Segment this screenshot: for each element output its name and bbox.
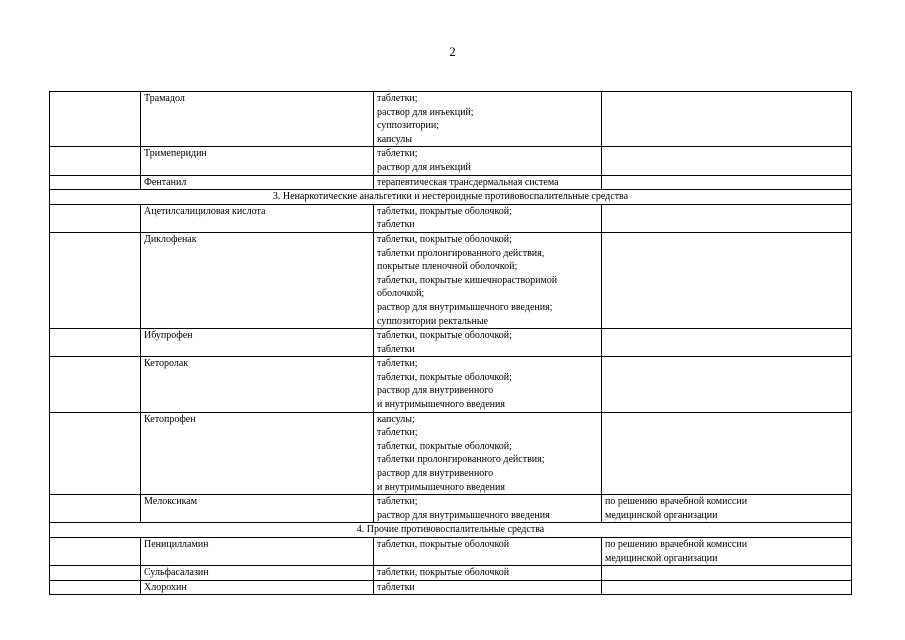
- dosage-forms: таблетки, покрытые оболочкой; таблетки пролонгированного действия, покрытые пленочной оболочкой; таблетки, покрытые кишечнорастворимой оболочкой; раствор для внутримышечного введения; суппозитории ректальные: [374, 232, 602, 328]
- dosage-forms: таблетки; раствор для внутримышечного введения: [374, 495, 602, 523]
- empty-cell: [50, 412, 141, 495]
- table-row: [50, 204, 852, 232]
- table-row: [50, 538, 852, 566]
- note: по решению врачебной комиссии медицинской организации: [602, 495, 852, 523]
- drug-name: Мелоксикам: [141, 495, 374, 523]
- note: [602, 566, 852, 581]
- dosage-forms: капсулы; таблетки; таблетки, покрытые оболочкой; таблетки пролонгированного действия; раствор для внутривенного и внутримышечного введения: [374, 412, 602, 495]
- table-row: [50, 92, 852, 147]
- table-row: [50, 175, 852, 190]
- dosage-forms: таблетки, покрытые оболочкой: [374, 538, 602, 566]
- drug-table: [49, 91, 852, 595]
- table-row: [50, 566, 852, 581]
- drug-name: Диклофенак: [141, 232, 374, 328]
- note: [602, 357, 852, 412]
- note: [602, 329, 852, 357]
- drug-name: Сульфасалазин: [141, 566, 374, 581]
- note: [602, 147, 852, 175]
- section-header-row: [50, 190, 852, 205]
- note: [602, 92, 852, 147]
- drug-name: Хлорохин: [141, 580, 374, 595]
- empty-cell: [50, 232, 141, 328]
- note: [602, 412, 852, 495]
- drug-name: Пеницилламин: [141, 538, 374, 566]
- drug-name: Тримеперидин: [141, 147, 374, 175]
- dosage-forms: таблетки, покрытые оболочкой: [374, 566, 602, 581]
- empty-cell: [50, 566, 141, 581]
- drug-name: Ибупрофен: [141, 329, 374, 357]
- drug-name: Кеторолак: [141, 357, 374, 412]
- note: по решению врачебной комиссии медицинской организации: [602, 538, 852, 566]
- table-row: [50, 357, 852, 412]
- empty-cell: [50, 357, 141, 412]
- empty-cell: [50, 204, 141, 232]
- dosage-forms: таблетки; раствор для инъекций: [374, 147, 602, 175]
- table-row: [50, 329, 852, 357]
- table-row: [50, 495, 852, 523]
- empty-cell: [50, 147, 141, 175]
- dosage-forms: таблетки, покрытые оболочкой; таблетки: [374, 329, 602, 357]
- empty-cell: [50, 495, 141, 523]
- note: [602, 175, 852, 190]
- table-row: [50, 412, 852, 495]
- note: [602, 232, 852, 328]
- drug-name: Кетопрофен: [141, 412, 374, 495]
- note: [602, 580, 852, 595]
- section-title: 3. Ненаркотические анальгетики и нестероидные противовоспалительные средства: [50, 190, 852, 205]
- table-row: [50, 580, 852, 595]
- dosage-forms: терапевтическая трансдермальная система: [374, 175, 602, 190]
- empty-cell: [50, 175, 141, 190]
- dosage-forms: таблетки; таблетки, покрытые оболочкой; раствор для внутривенного и внутримышечного введения: [374, 357, 602, 412]
- empty-cell: [50, 329, 141, 357]
- empty-cell: [50, 580, 141, 595]
- table-body: [50, 92, 852, 595]
- table-row: [50, 147, 852, 175]
- note: [602, 204, 852, 232]
- drug-name: Ацетилсалициловая кислота: [141, 204, 374, 232]
- section-title: 4. Прочие противовоспалительные средства: [50, 523, 852, 538]
- section-header-row: [50, 523, 852, 538]
- table-row: [50, 232, 852, 328]
- empty-cell: [50, 538, 141, 566]
- page-number: 2: [449, 44, 456, 59]
- drug-name: Трамадол: [141, 92, 374, 147]
- drug-name: Фентанил: [141, 175, 374, 190]
- dosage-forms: таблетки, покрытые оболочкой; таблетки: [374, 204, 602, 232]
- dosage-forms: таблетки: [374, 580, 602, 595]
- dosage-forms: таблетки; раствор для инъекций; суппозитории; капсулы: [374, 92, 602, 147]
- empty-cell: [50, 92, 141, 147]
